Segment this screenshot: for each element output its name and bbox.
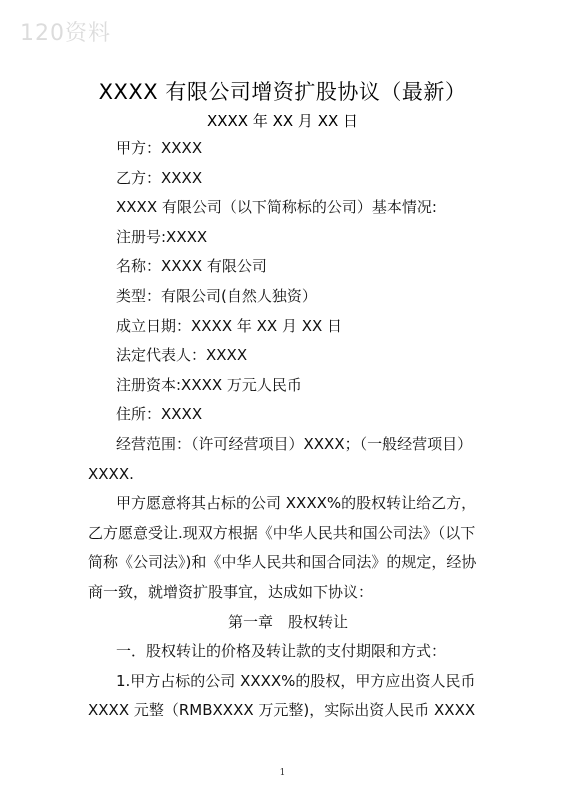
agreement-paragraph: 甲方愿意将其占标的公司 XXXX%的股权转让给乙方，乙方愿意受让.现双方根据《中华人民共和国公司法》（以下简称《公司法》)和《中华人民共和国合同法》的规定，经协商一致，就增资扩股事宜，达成如下协议： — [88, 494, 477, 601]
company-type-line: 类型：有限公司(自然人独资） — [116, 286, 317, 305]
party-b-line: 乙方：XXXX — [116, 168, 203, 187]
address-line: 住所：XXXX — [116, 405, 203, 424]
intro-line: XXXX 有限公司（以下简称标的公司）基本情况: — [116, 198, 437, 217]
document-date: XXXX 年 XX 月 XX 日 — [206, 112, 359, 130]
party-a-line: 甲方：XXXX — [116, 139, 203, 157]
clause-1-paragraph: 1.甲方占标的公司 XXXX%的股权，甲方应出资人民币 XXXX 元整（RMBXXXX 万元整)，实际出资人民币 XXXX — [88, 671, 476, 720]
reg-no-line: 注册号:XXXX — [116, 227, 208, 246]
watermark-text: 120资料 — [20, 21, 111, 46]
page-number: 1 — [279, 768, 286, 778]
chapter-heading: 第一章 股权转让 — [227, 612, 348, 631]
establish-date-line: 成立日期：XXXX 年 XX 月 XX 日 — [116, 316, 343, 335]
legal-rep-line: 法定代表人：XXXX — [116, 346, 248, 365]
registered-capital-line: 注册资本:XXXX 万元人民币 — [116, 375, 302, 394]
document-body — [88, 134, 488, 726]
section-heading: 一．股权转让的价格及转让款的支付期限和方式： — [116, 642, 447, 661]
business-scope-paragraph: 经营范围：（许可经营项目）XXXX；（一般经营项目）XXXX. — [88, 434, 473, 483]
document-title: XXXX 有限公司增资扩股协议（最新） — [98, 80, 467, 104]
company-name-line: 名称：XXXX 有限公司 — [116, 257, 267, 276]
